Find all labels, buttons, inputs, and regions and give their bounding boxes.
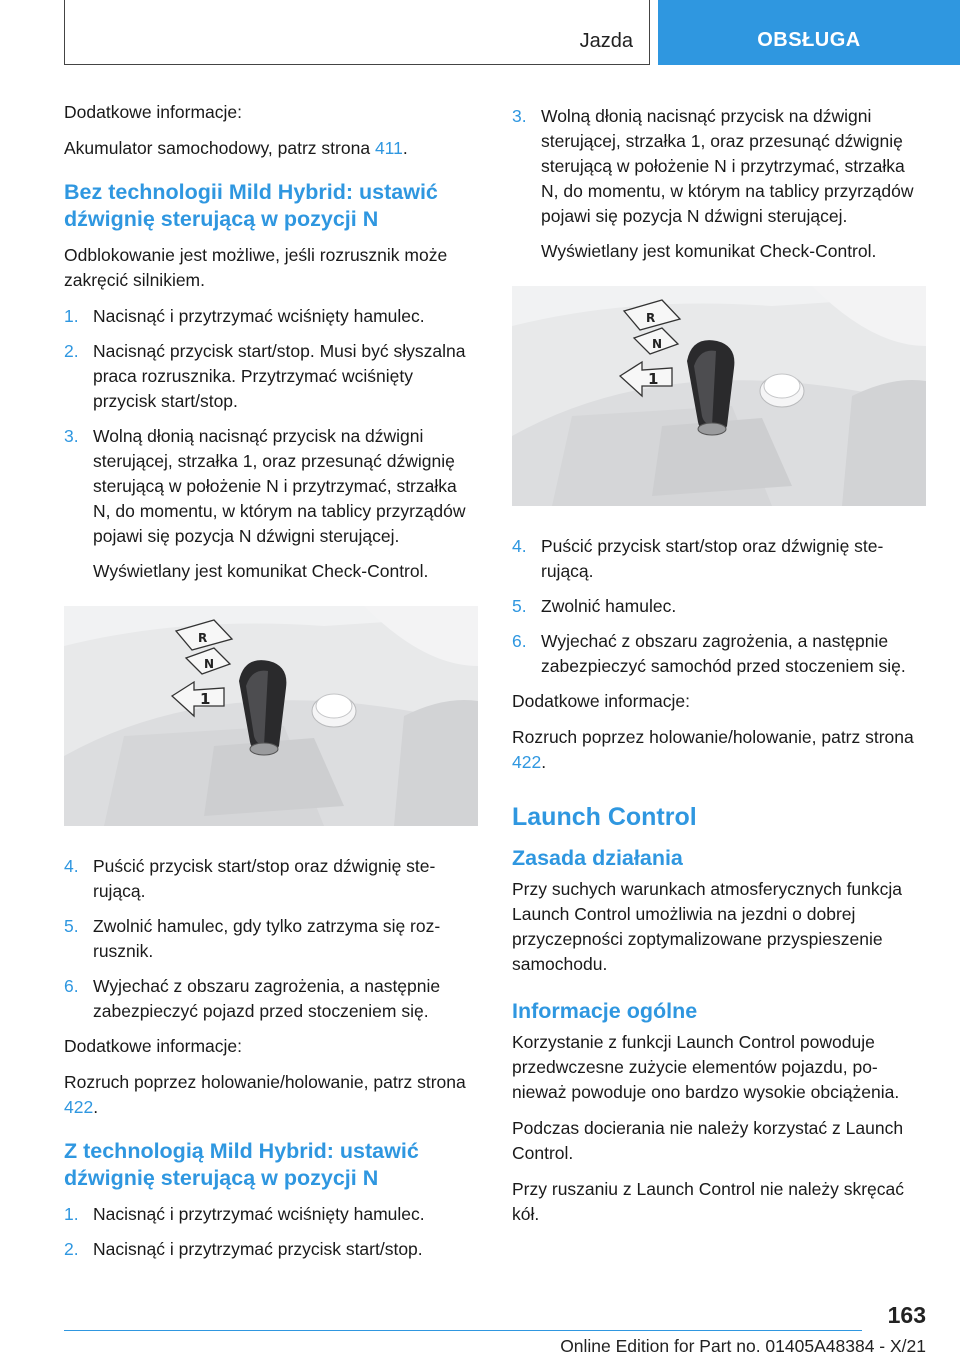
- page-link-422[interactable]: 422: [512, 752, 542, 772]
- figure-label-n: N: [652, 337, 663, 351]
- step-number: 5.: [512, 596, 527, 616]
- step-text: Puścić przycisk start/stop oraz dźwignię sterującą.: [541, 536, 884, 581]
- step-number: 3.: [64, 426, 79, 446]
- step-text: Wolną dłonią nacisnąć przycisk na dźwigni sterującej, strzałka 1, oraz przesunąć dźwignię sterującą w położenie N i przytrzymać, strzałka N, do momentu, w którym na tablicy przyrządów pojawi się pozycja N dźwigni sterującej.: [541, 106, 914, 226]
- tow-start-reference-end: .: [93, 1097, 99, 1117]
- tow-start-reference: [512, 725, 926, 775]
- check-control-message: Wyświetlany jest komunikat Check-Control.: [541, 241, 877, 261]
- step-text: Nacisnąć i przytrzymać wciśnięty hamulec.: [93, 306, 425, 326]
- heading-principle: Zasada działania: [512, 846, 683, 870]
- figure-label-1: 1: [648, 370, 659, 388]
- heading-general-info: Informacje ogólne: [512, 999, 698, 1023]
- step-text: Zwolnić hamulec, gdy tylko zatrzyma się rozrusznik.: [93, 916, 441, 961]
- steps-list-a: [64, 304, 478, 549]
- step-number: 6.: [64, 976, 79, 996]
- tow-start-reference-end: .: [541, 752, 547, 772]
- additional-info-label: Dodatkowe informacje:: [512, 691, 690, 711]
- header-chapter-label: OBSŁUGA: [757, 29, 861, 51]
- step-number: 4.: [512, 536, 527, 556]
- heading-with-mild-hybrid: Z technologią Mild Hybrid: ustawić dźwignię sterującą w pozycji N: [64, 1139, 419, 1190]
- list-item: [64, 914, 478, 964]
- list-item: [64, 854, 478, 904]
- list-item: [64, 1202, 478, 1227]
- principle-text: Przy suchych warunkach atmosferycznych funkcja Launch Control umożliwia na jezdni o dobrej przyczepności zoptymalizowane przyspieszenie samochodu.: [512, 879, 903, 974]
- general-info-text-3: Przy ruszaniu z Launch Control nie należy skręcać kół.: [512, 1179, 904, 1224]
- figure-label-r: R: [646, 311, 656, 325]
- figure-label-r: R: [198, 631, 208, 645]
- step-text: Wyjechać z obszaru zagrożenia, a następnie zabezpieczyć samochód przed stoczeniem się.: [541, 631, 906, 676]
- header-section-title: Jazda: [579, 30, 633, 52]
- tow-start-reference-text: Rozruch poprzez holowanie/holowanie, patrz strona: [64, 1072, 466, 1092]
- figure-label-n: N: [204, 657, 215, 671]
- battery-reference: [64, 136, 478, 161]
- heading-without-mild-hybrid: Bez technologii Mild Hybrid: ustawić dźwignię sterującą w pozycji N: [64, 180, 438, 231]
- step-text: Nacisnąć przycisk start/stop. Musi być słyszalna praca rozrusznika. Przytrzymać wciśnięty przycisk start/stop.: [93, 341, 466, 411]
- page-link-422[interactable]: 422: [64, 1097, 94, 1117]
- step-number: 2.: [64, 1239, 79, 1259]
- list-item: [512, 594, 926, 619]
- step-number: 5.: [64, 916, 79, 936]
- step-number: 2.: [64, 341, 79, 361]
- step-text: Nacisnąć i przytrzymać wciśnięty hamulec.: [93, 1204, 425, 1224]
- step-text: Wyjechać z obszaru zagrożenia, a następnie zabezpieczyć pojazd przed stoczeniem się.: [93, 976, 441, 1021]
- step-number: 6.: [512, 631, 527, 651]
- left-column: [64, 100, 478, 1272]
- step-number: 1.: [64, 306, 79, 326]
- list-item: [64, 304, 478, 329]
- step-number: 4.: [64, 856, 79, 876]
- additional-info-label: Dodatkowe informacje:: [64, 1036, 242, 1056]
- header-chapter-tab[interactable]: [658, 0, 960, 65]
- list-item: [512, 629, 926, 679]
- steps-list-d: [512, 104, 926, 229]
- battery-reference-text: Akumulator samochodowy, patrz strona: [64, 138, 375, 158]
- step-text: Nacisnąć i przytrzymać przycisk start/stop.: [93, 1239, 423, 1259]
- list-item: [512, 104, 926, 229]
- tow-start-reference: [64, 1070, 478, 1120]
- gear-selector-illustration: [512, 286, 926, 506]
- page-link-411[interactable]: 411: [374, 138, 403, 158]
- list-item: [64, 1237, 478, 1262]
- gear-selector-illustration: [64, 606, 478, 826]
- steps-list-b: [64, 854, 478, 1024]
- page-number: 163: [887, 1302, 926, 1328]
- list-item: [64, 339, 478, 414]
- tow-start-reference-text: Rozruch poprzez holowanie/holowanie, patrz strona: [512, 727, 914, 747]
- footer-divider: [64, 1330, 862, 1331]
- step-text: Zwolnić hamulec.: [541, 596, 677, 616]
- list-item: [64, 974, 478, 1024]
- general-info-text-1: Korzystanie z funkcji Launch Control powoduje przedwczesne zużycie elementów pojazdu, ponieważ powoduje ono bardzo wysokie obciążenia.: [512, 1032, 900, 1102]
- unlock-intro: Odblokowanie jest możliwe, jeśli rozrusznik może zakręcić silnikiem.: [64, 245, 448, 290]
- additional-info-label: Dodatkowe informacje:: [64, 102, 242, 122]
- step-number: 1.: [64, 1204, 79, 1224]
- list-item: [64, 424, 478, 549]
- steps-list-e: [512, 534, 926, 679]
- right-column: [512, 104, 926, 1238]
- figure-label-1: 1: [200, 690, 211, 708]
- heading-launch-control: Launch Control: [512, 803, 697, 831]
- step-text: Wolną dłonią nacisnąć przycisk na dźwigni sterującej, strzałka 1, oraz przesunąć dźwignię sterującą w położenie N i przytrzymać, strzałka N, do momentu, w którym na tablicy przyrządów pojawi się pozycja N dźwigni sterującej.: [93, 426, 466, 546]
- step-text: Puścić przycisk start/stop oraz dźwignię sterującą.: [93, 856, 436, 901]
- header-section-box: [64, 0, 650, 65]
- steps-list-c: [64, 1202, 478, 1262]
- footer-edition: Online Edition for Part no. 01405A48384 - X/21: [560, 1336, 926, 1356]
- battery-reference-end: .: [402, 138, 408, 158]
- check-control-message: Wyświetlany jest komunikat Check-Control.: [93, 561, 429, 581]
- general-info-text-2: Podczas docierania nie należy korzystać z Launch Control.: [512, 1118, 904, 1163]
- step-number: 3.: [512, 106, 527, 126]
- list-item: [512, 534, 926, 584]
